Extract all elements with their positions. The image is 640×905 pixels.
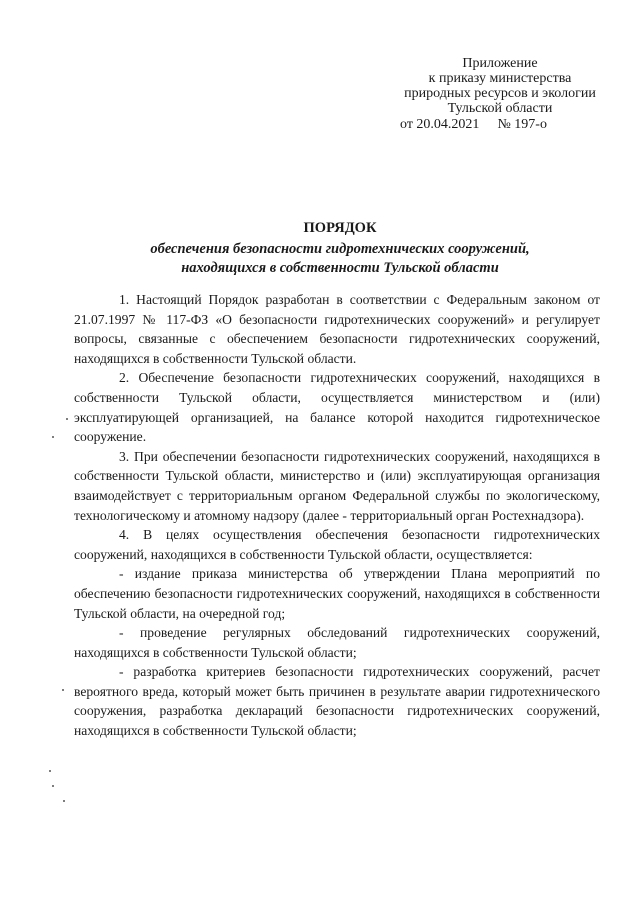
scan-speck bbox=[49, 770, 51, 772]
scan-speck bbox=[52, 785, 54, 787]
scan-speck bbox=[63, 800, 65, 802]
paragraph: 3. При обеспечении безопасности гидротехнических сооружений, находящихся в собственности Тульской области, министерство и (или) эксплуатирующая организация взаимодействует с территориальным органом Федеральной службы по экологическому, технологическому и атомному надзору (далее - территориальный орган Ростехнадзора). bbox=[74, 448, 600, 523]
appendix-line: Приложение bbox=[462, 56, 538, 71]
document-title bbox=[80, 219, 600, 278]
appendix-line: Тульской области bbox=[447, 101, 553, 116]
appendix-line: к приказу министерства bbox=[428, 71, 572, 86]
order-date-number bbox=[400, 117, 547, 133]
paragraph: 1. Настоящий Порядок разработан в соответствии с Федеральным законом от 21.07.1997 № 117-ФЗ «О безопасности гидротехнических сооружений» и регулирует вопросы, связанные с обеспечением безопасности гидротехнических сооружений, находящихся в собственности Тульской области. bbox=[74, 292, 600, 366]
document-body bbox=[74, 290, 600, 741]
order-number: № 197-о bbox=[497, 117, 547, 132]
list-item: - издание приказа министерства об утверждении Плана мероприятий по обеспечению безопасности гидротехнических сооружений, находящихся в собственности Тульской области, на очередной год; bbox=[74, 566, 600, 621]
title-line: находящихся в собственности Тульской области bbox=[181, 260, 499, 276]
title-line: обеспечения безопасности гидротехнических сооружений, bbox=[150, 241, 530, 257]
paragraph: 2. Обеспечение безопасности гидротехнических сооружений, находящихся в собственности Тульской области, осуществляется министерством и (или) эксплуатирующей организацией, на балансе которой находится гидротехническое сооружение. bbox=[74, 370, 600, 445]
title-heading: ПОРЯДОК bbox=[303, 220, 377, 236]
list-item: - разработка критериев безопасности гидротехнических сооружений, расчет вероятного вреда, который может быть причинен в результате аварии гидротехнического сооружения, разработка деклараций безопасности гидротехнических сооружений, находящихся в собственности Тульской области; bbox=[74, 664, 600, 739]
appendix-line: природных ресурсов и экологии bbox=[404, 86, 596, 101]
paragraph: 4. В целях осуществления обеспечения безопасности гидротехнических сооружений, находящихся в собственности Тульской области, осуществляется: bbox=[74, 527, 600, 562]
order-date: от 20.04.2021 bbox=[400, 117, 480, 132]
scan-speck bbox=[52, 436, 54, 438]
appendix-header bbox=[385, 56, 615, 116]
scan-speck bbox=[66, 418, 68, 420]
scan-speck bbox=[62, 689, 64, 691]
list-item: - проведение регулярных обследований гидротехнических сооружений, находящихся в собственности Тульской области; bbox=[74, 625, 600, 660]
